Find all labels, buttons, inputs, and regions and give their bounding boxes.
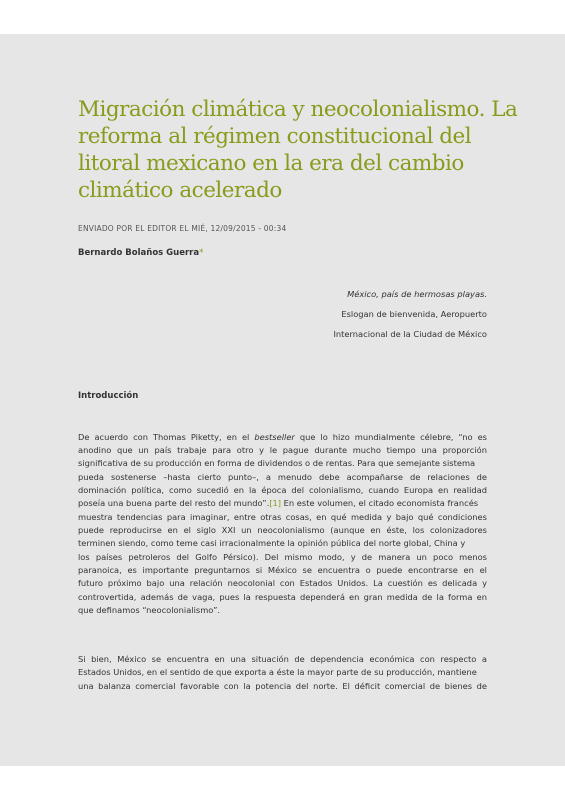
emphasis-text: bestseller — [254, 432, 295, 442]
author-name: Bernardo Bolaños Guerra — [78, 248, 200, 258]
text-run: poseía una buena parte del resto del mundo”. — [78, 498, 270, 508]
paragraph-1-line: anodino que un país trabaje para otro y le pague durante mucho tiempo una proporción — [78, 445, 487, 455]
text-run: que lo hizo mundialmente célebre, “no es — [294, 432, 487, 442]
submission-meta: ENVIADO POR EL EDITOR EL MIÉ, 12/09/2015 - 00:34 — [78, 224, 287, 233]
epigraph-source-line-1: Eslogan de bienvenida, Aeropuerto — [341, 309, 487, 319]
paragraph-2-line: una balanza comercial favorable con la potencia del norte. El déficit comercial de bienes de — [78, 681, 487, 691]
epigraph-source-line-2: Internacional de la Ciudad de México — [333, 329, 487, 339]
article-title: Migración climática y neocolonialismo. La reforma al régimen constitucional del litoral mexicano en la era del cambio climático acelerado — [78, 97, 518, 203]
author-footnote-mark[interactable]: * — [199, 248, 204, 258]
paragraph-2-line: Estados Unidos, en el sentido de que exporta a éste la mayor parte de su producción, mantiene — [78, 667, 477, 677]
paragraph-2-line: Si bien, México se encuentra en una situación de dependencia económica con respecto a — [78, 654, 487, 664]
paragraph-1-line: puede reproducirse en el siglo XXI un neocolonialismo (aunque en éste, los colonizadores — [78, 525, 487, 535]
paragraph-1-line: dominación política, como sucedió en la época del colonialismo, cuando Europa en realidad — [78, 485, 487, 495]
paragraph-1-line: los países petroleros del Golfo Pérsico). Del mismo modo, y de manera un poco menos — [78, 552, 487, 562]
paragraph-1-line: pueda sostenerse –hasta cierto punto–, a menudo debe acompañarse de relaciones de — [78, 472, 487, 482]
paragraph-1-line — [78, 497, 487, 510]
text-run: De acuerdo con Thomas Piketty, en el — [78, 432, 255, 442]
epigraph-quote: México, país de hermosas playas. — [347, 289, 487, 299]
author-byline — [78, 248, 203, 258]
footnote-link[interactable]: [1] — [269, 498, 281, 508]
paragraph-1-line — [78, 431, 487, 444]
paragraph-1-line: paranoica, es importante preguntarnos si México se encuentra o puede encontrarse en el — [78, 565, 487, 575]
paragraph-1-line: que definamos “neocolonialismo”. — [78, 605, 221, 615]
text-run: En este volumen, el citado economista francés — [281, 498, 479, 508]
paragraph-1-line: muestra tendencias para imaginar, entre otras cosas, en qué medida y bajo qué condiciones — [78, 512, 487, 522]
paragraph-1-line: controvertida, además de vaga, pues la respuesta dependerá en gran medida de la forma en — [78, 592, 487, 602]
paragraph-1-line: futuro próximo bajo una relación neocolonial con Estados Unidos. La cuestión es delicada y — [78, 578, 487, 588]
section-heading: Introducción — [78, 391, 139, 401]
paragraph-1-line: terminen siendo, como teme casi irracionalmente la opinión pública del norte global, China y — [78, 538, 466, 548]
paragraph-1-line: significativa de su producción en forma de dividendos o de rentas. Para que semejante sistema — [78, 458, 476, 468]
